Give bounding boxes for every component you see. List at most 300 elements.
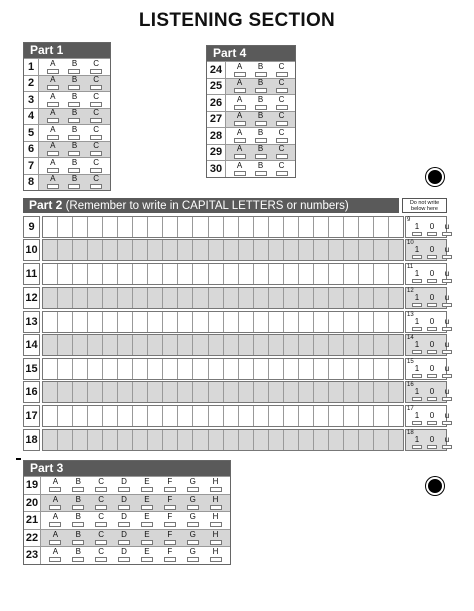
letter-box[interactable] <box>389 264 403 284</box>
letter-box[interactable] <box>374 217 389 237</box>
letter-box[interactable] <box>148 264 163 284</box>
answer-option[interactable] <box>95 496 107 510</box>
answer-option[interactable] <box>90 93 102 107</box>
letter-box[interactable] <box>359 406 374 426</box>
letter-box[interactable] <box>103 430 118 450</box>
answer-bubble[interactable] <box>210 505 222 510</box>
letter-box[interactable] <box>314 359 329 379</box>
answer-bubble[interactable] <box>276 171 288 176</box>
letter-box[interactable] <box>269 335 284 355</box>
answer-bubble[interactable] <box>47 85 59 90</box>
answer-option[interactable] <box>276 79 288 93</box>
answer-option[interactable] <box>47 126 59 140</box>
answer-option[interactable] <box>234 112 246 126</box>
answer-option[interactable] <box>255 162 267 176</box>
letter-box[interactable] <box>148 335 163 355</box>
marker-option[interactable] <box>442 223 452 236</box>
marker-option[interactable] <box>412 388 422 401</box>
answer-bubble[interactable] <box>276 72 288 77</box>
letter-box[interactable] <box>118 335 133 355</box>
answer-bubble[interactable] <box>49 505 61 510</box>
letter-box[interactable] <box>118 312 133 332</box>
letter-box[interactable] <box>148 359 163 379</box>
answer-bubble[interactable] <box>118 505 130 510</box>
letter-box[interactable] <box>58 335 73 355</box>
letter-box[interactable] <box>359 288 374 308</box>
letter-box[interactable] <box>329 406 344 426</box>
letter-box[interactable] <box>163 430 178 450</box>
marker-option[interactable] <box>412 223 422 236</box>
letter-box[interactable] <box>178 430 193 450</box>
letter-box[interactable] <box>118 217 133 237</box>
letter-box[interactable] <box>133 359 148 379</box>
answer-option[interactable] <box>72 548 84 562</box>
answer-option[interactable] <box>164 496 176 510</box>
letter-box[interactable] <box>163 335 178 355</box>
answer-option[interactable] <box>95 513 107 527</box>
letter-box[interactable] <box>254 264 269 284</box>
letter-box[interactable] <box>103 406 118 426</box>
letter-box[interactable] <box>224 217 239 237</box>
letter-box[interactable] <box>254 288 269 308</box>
letter-box[interactable] <box>344 359 359 379</box>
letter-box[interactable] <box>269 359 284 379</box>
letter-box[interactable] <box>359 335 374 355</box>
letter-box[interactable] <box>58 382 73 402</box>
letter-box[interactable] <box>103 264 118 284</box>
letter-box[interactable] <box>269 406 284 426</box>
answer-bubble[interactable] <box>234 88 246 93</box>
answer-option[interactable] <box>90 175 102 189</box>
letter-box[interactable] <box>163 406 178 426</box>
letter-box[interactable] <box>284 359 299 379</box>
answer-option[interactable] <box>118 478 130 492</box>
answer-option[interactable] <box>49 531 61 545</box>
marker-bubble[interactable] <box>412 327 422 331</box>
letter-box[interactable] <box>284 335 299 355</box>
letter-box[interactable] <box>88 406 103 426</box>
letter-box[interactable] <box>73 359 88 379</box>
answer-option[interactable] <box>118 496 130 510</box>
letter-box[interactable] <box>299 430 314 450</box>
answer-option[interactable] <box>90 60 102 74</box>
answer-option[interactable] <box>47 109 59 123</box>
letter-box[interactable] <box>284 217 299 237</box>
letter-box[interactable] <box>329 312 344 332</box>
answer-bubble[interactable] <box>47 69 59 74</box>
letter-box[interactable] <box>314 217 329 237</box>
answer-option[interactable] <box>210 478 222 492</box>
answer-option[interactable] <box>47 60 59 74</box>
letter-box[interactable] <box>148 430 163 450</box>
letter-box[interactable] <box>359 359 374 379</box>
letter-box[interactable] <box>193 382 208 402</box>
answer-option[interactable] <box>210 496 222 510</box>
answer-bubble[interactable] <box>72 522 84 527</box>
letter-box[interactable] <box>329 264 344 284</box>
answer-bubble[interactable] <box>234 72 246 77</box>
letter-box[interactable] <box>284 288 299 308</box>
letter-box[interactable] <box>118 430 133 450</box>
letter-box[interactable] <box>193 217 208 237</box>
answer-option[interactable] <box>164 531 176 545</box>
answer-bubble[interactable] <box>68 118 80 123</box>
marker-bubble[interactable] <box>427 255 437 259</box>
answer-option[interactable] <box>255 63 267 77</box>
letter-box[interactable] <box>178 288 193 308</box>
letter-box[interactable] <box>148 382 163 402</box>
answer-bubble[interactable] <box>141 540 153 545</box>
answer-option[interactable] <box>47 159 59 173</box>
letter-box[interactable] <box>103 382 118 402</box>
answer-bubble[interactable] <box>187 487 199 492</box>
marker-bubble[interactable] <box>412 303 422 307</box>
letter-box[interactable] <box>58 312 73 332</box>
letter-box[interactable] <box>118 264 133 284</box>
answer-bubble[interactable] <box>255 138 267 143</box>
answer-option[interactable] <box>68 76 80 90</box>
answer-bubble[interactable] <box>49 557 61 562</box>
answer-bubble[interactable] <box>118 540 130 545</box>
letter-box[interactable] <box>133 382 148 402</box>
marker-option[interactable] <box>427 436 437 449</box>
letter-box[interactable] <box>389 217 403 237</box>
letter-box[interactable] <box>314 312 329 332</box>
answer-bubble[interactable] <box>68 102 80 107</box>
letter-box[interactable] <box>103 217 118 237</box>
answer-option[interactable] <box>234 129 246 143</box>
letter-box[interactable] <box>269 217 284 237</box>
answer-bubble[interactable] <box>141 522 153 527</box>
answer-option[interactable] <box>187 513 199 527</box>
letter-box[interactable] <box>254 240 269 260</box>
answer-option[interactable] <box>210 513 222 527</box>
letter-box[interactable] <box>329 288 344 308</box>
letter-box[interactable] <box>73 406 88 426</box>
letter-box[interactable] <box>118 359 133 379</box>
letter-box[interactable] <box>58 359 73 379</box>
answer-bubble[interactable] <box>255 154 267 159</box>
letter-box[interactable] <box>73 312 88 332</box>
letter-box[interactable] <box>284 430 299 450</box>
marker-option[interactable] <box>442 388 452 401</box>
letter-box[interactable] <box>374 359 389 379</box>
letter-box[interactable] <box>299 406 314 426</box>
answer-bubble[interactable] <box>95 557 107 562</box>
letter-box[interactable] <box>43 335 58 355</box>
answer-bubble[interactable] <box>72 505 84 510</box>
answer-option[interactable] <box>187 548 199 562</box>
letter-box[interactable] <box>299 240 314 260</box>
letter-box[interactable] <box>103 335 118 355</box>
answer-option[interactable] <box>187 478 199 492</box>
letter-box[interactable] <box>193 406 208 426</box>
letter-box[interactable] <box>73 430 88 450</box>
letter-box[interactable] <box>359 264 374 284</box>
answer-option[interactable] <box>90 76 102 90</box>
letter-box[interactable] <box>314 335 329 355</box>
letter-box[interactable] <box>269 240 284 260</box>
letter-box[interactable] <box>314 240 329 260</box>
letter-box[interactable] <box>284 312 299 332</box>
marker-bubble[interactable] <box>442 374 452 378</box>
answer-bubble[interactable] <box>90 168 102 173</box>
answer-option[interactable] <box>90 142 102 156</box>
letter-box[interactable] <box>269 382 284 402</box>
letter-box[interactable] <box>389 335 403 355</box>
letter-box[interactable] <box>389 359 403 379</box>
answer-option[interactable] <box>47 175 59 189</box>
letter-box[interactable] <box>88 430 103 450</box>
letter-box[interactable] <box>193 264 208 284</box>
letter-box[interactable] <box>43 240 58 260</box>
letter-box[interactable] <box>118 240 133 260</box>
marker-bubble[interactable] <box>427 279 437 283</box>
answer-bubble[interactable] <box>72 540 84 545</box>
answer-bubble[interactable] <box>95 540 107 545</box>
letter-box[interactable] <box>299 217 314 237</box>
letter-box[interactable] <box>239 359 254 379</box>
answer-option[interactable] <box>141 548 153 562</box>
letter-box[interactable] <box>178 264 193 284</box>
letter-box[interactable] <box>254 312 269 332</box>
marker-bubble[interactable] <box>427 397 437 401</box>
answer-option[interactable] <box>255 145 267 159</box>
letter-box[interactable] <box>193 430 208 450</box>
letter-box[interactable] <box>239 382 254 402</box>
marker-bubble[interactable] <box>412 232 422 236</box>
letter-box[interactable] <box>224 382 239 402</box>
letter-box[interactable] <box>344 240 359 260</box>
answer-bubble[interactable] <box>47 102 59 107</box>
answer-option[interactable] <box>68 109 80 123</box>
answer-option[interactable] <box>47 93 59 107</box>
marker-option[interactable] <box>427 294 437 307</box>
letter-box[interactable] <box>329 240 344 260</box>
letter-box[interactable] <box>344 217 359 237</box>
letter-box[interactable] <box>58 240 73 260</box>
answer-option[interactable] <box>68 60 80 74</box>
answer-bubble[interactable] <box>68 69 80 74</box>
letter-box[interactable] <box>239 264 254 284</box>
letter-box[interactable] <box>389 240 403 260</box>
letter-box[interactable] <box>148 217 163 237</box>
answer-option[interactable] <box>141 478 153 492</box>
letter-box[interactable] <box>344 406 359 426</box>
letter-box[interactable] <box>88 335 103 355</box>
letter-box[interactable] <box>133 217 148 237</box>
answer-bubble[interactable] <box>49 540 61 545</box>
answer-bubble[interactable] <box>90 184 102 189</box>
answer-bubble[interactable] <box>255 171 267 176</box>
marker-option[interactable] <box>427 223 437 236</box>
answer-bubble[interactable] <box>255 72 267 77</box>
letter-box[interactable] <box>254 430 269 450</box>
letter-box[interactable] <box>148 240 163 260</box>
marker-option[interactable] <box>412 318 422 331</box>
answer-option[interactable] <box>276 112 288 126</box>
marker-option[interactable] <box>442 246 452 259</box>
letter-box[interactable] <box>239 288 254 308</box>
letter-box[interactable] <box>103 288 118 308</box>
letter-box[interactable] <box>314 264 329 284</box>
answer-option[interactable] <box>234 96 246 110</box>
answer-option[interactable] <box>118 513 130 527</box>
letter-box[interactable] <box>224 312 239 332</box>
answer-option[interactable] <box>255 79 267 93</box>
answer-option[interactable] <box>47 142 59 156</box>
answer-bubble[interactable] <box>234 121 246 126</box>
answer-option[interactable] <box>118 548 130 562</box>
letter-box[interactable] <box>344 312 359 332</box>
answer-bubble[interactable] <box>68 168 80 173</box>
answer-option[interactable] <box>255 112 267 126</box>
letter-box[interactable] <box>209 264 224 284</box>
answer-option[interactable] <box>118 531 130 545</box>
answer-option[interactable] <box>49 478 61 492</box>
letter-box[interactable] <box>374 240 389 260</box>
letter-box[interactable] <box>314 288 329 308</box>
answer-bubble[interactable] <box>68 151 80 156</box>
answer-bubble[interactable] <box>255 121 267 126</box>
marker-option[interactable] <box>427 365 437 378</box>
marker-bubble[interactable] <box>442 279 452 283</box>
letter-box[interactable] <box>133 430 148 450</box>
answer-bubble[interactable] <box>68 85 80 90</box>
letter-box[interactable] <box>329 430 344 450</box>
answer-bubble[interactable] <box>90 102 102 107</box>
letter-box[interactable] <box>239 240 254 260</box>
marker-bubble[interactable] <box>427 445 437 449</box>
answer-option[interactable] <box>276 129 288 143</box>
answer-option[interactable] <box>90 159 102 173</box>
answer-option[interactable] <box>90 126 102 140</box>
marker-option[interactable] <box>412 270 422 283</box>
letter-box[interactable] <box>193 312 208 332</box>
answer-bubble[interactable] <box>141 487 153 492</box>
letter-box[interactable] <box>209 430 224 450</box>
answer-option[interactable] <box>187 496 199 510</box>
letter-box[interactable] <box>389 288 403 308</box>
letter-box[interactable] <box>389 406 403 426</box>
letter-box[interactable] <box>163 288 178 308</box>
letter-box[interactable] <box>73 217 88 237</box>
letter-box[interactable] <box>209 382 224 402</box>
letter-box[interactable] <box>254 359 269 379</box>
letter-box[interactable] <box>254 382 269 402</box>
answer-bubble[interactable] <box>95 522 107 527</box>
letter-box[interactable] <box>133 406 148 426</box>
answer-bubble[interactable] <box>118 522 130 527</box>
marker-option[interactable] <box>427 270 437 283</box>
answer-bubble[interactable] <box>276 105 288 110</box>
answer-bubble[interactable] <box>187 540 199 545</box>
letter-box[interactable] <box>374 312 389 332</box>
marker-bubble[interactable] <box>427 421 437 425</box>
letter-box[interactable] <box>359 240 374 260</box>
letter-box[interactable] <box>209 217 224 237</box>
answer-bubble[interactable] <box>118 557 130 562</box>
marker-option[interactable] <box>412 341 422 354</box>
marker-option[interactable] <box>427 388 437 401</box>
letter-box[interactable] <box>178 382 193 402</box>
answer-bubble[interactable] <box>72 487 84 492</box>
letter-box[interactable] <box>359 382 374 402</box>
marker-bubble[interactable] <box>442 303 452 307</box>
answer-bubble[interactable] <box>210 487 222 492</box>
answer-bubble[interactable] <box>255 105 267 110</box>
letter-box[interactable] <box>133 264 148 284</box>
letter-box[interactable] <box>389 312 403 332</box>
letter-box[interactable] <box>299 264 314 284</box>
letter-box[interactable] <box>88 312 103 332</box>
answer-bubble[interactable] <box>187 557 199 562</box>
marker-option[interactable] <box>412 365 422 378</box>
answer-option[interactable] <box>95 531 107 545</box>
letter-box[interactable] <box>374 430 389 450</box>
letter-box[interactable] <box>163 264 178 284</box>
marker-bubble[interactable] <box>412 279 422 283</box>
letter-box[interactable] <box>43 430 58 450</box>
marker-option[interactable] <box>427 318 437 331</box>
letter-box[interactable] <box>224 264 239 284</box>
letter-box[interactable] <box>344 288 359 308</box>
answer-option[interactable] <box>68 159 80 173</box>
answer-option[interactable] <box>210 548 222 562</box>
marker-bubble[interactable] <box>442 255 452 259</box>
letter-box[interactable] <box>43 359 58 379</box>
letter-box[interactable] <box>193 359 208 379</box>
answer-bubble[interactable] <box>276 154 288 159</box>
letter-box[interactable] <box>43 264 58 284</box>
answer-bubble[interactable] <box>141 505 153 510</box>
marker-bubble[interactable] <box>412 397 422 401</box>
answer-bubble[interactable] <box>49 487 61 492</box>
letter-box[interactable] <box>254 335 269 355</box>
answer-bubble[interactable] <box>47 118 59 123</box>
answer-bubble[interactable] <box>90 151 102 156</box>
answer-option[interactable] <box>255 96 267 110</box>
answer-bubble[interactable] <box>210 522 222 527</box>
answer-option[interactable] <box>234 145 246 159</box>
answer-bubble[interactable] <box>68 135 80 140</box>
letter-box[interactable] <box>178 359 193 379</box>
answer-option[interactable] <box>141 496 153 510</box>
answer-bubble[interactable] <box>90 69 102 74</box>
marker-option[interactable] <box>412 436 422 449</box>
answer-bubble[interactable] <box>47 168 59 173</box>
answer-option[interactable] <box>49 548 61 562</box>
answer-bubble[interactable] <box>164 487 176 492</box>
letter-box[interactable] <box>374 406 389 426</box>
answer-option[interactable] <box>141 531 153 545</box>
answer-option[interactable] <box>68 142 80 156</box>
answer-option[interactable] <box>187 531 199 545</box>
letter-box[interactable] <box>88 382 103 402</box>
letter-box[interactable] <box>299 382 314 402</box>
letter-box[interactable] <box>299 288 314 308</box>
marker-bubble[interactable] <box>412 255 422 259</box>
letter-box[interactable] <box>374 382 389 402</box>
letter-box[interactable] <box>284 382 299 402</box>
letter-box[interactable] <box>239 217 254 237</box>
letter-box[interactable] <box>224 359 239 379</box>
letter-box[interactable] <box>389 430 403 450</box>
answer-option[interactable] <box>95 548 107 562</box>
letter-box[interactable] <box>148 312 163 332</box>
answer-bubble[interactable] <box>68 184 80 189</box>
answer-option[interactable] <box>72 478 84 492</box>
